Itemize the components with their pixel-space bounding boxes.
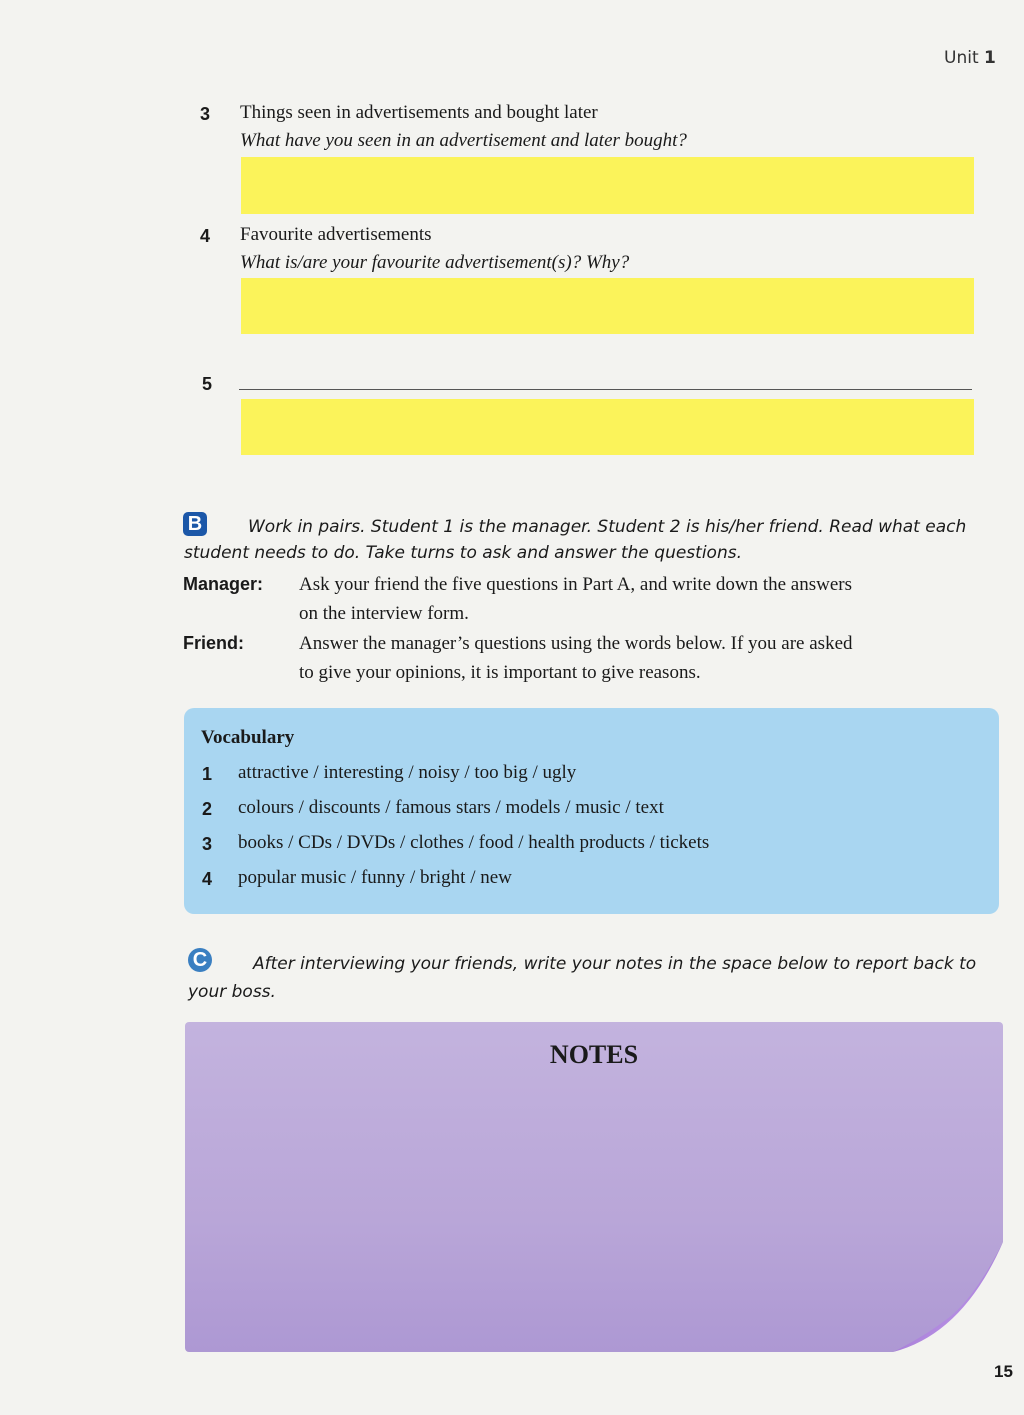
notes-area[interactable]	[185, 1022, 1003, 1352]
question-5-number: 5	[202, 374, 213, 394]
manager-text-line1: Ask your friend the five questions in Part A, and write down the answers	[299, 574, 853, 595]
unit-number: 1	[984, 48, 996, 68]
question-3-subtitle: What have you seen in an advertisement and later bought?	[240, 130, 687, 151]
vocab-item-1-text: attractive / interesting / noisy / too big / ugly	[238, 762, 577, 783]
question-5-line[interactable]	[239, 389, 972, 390]
section-c-instruction-line2: your boss.	[188, 982, 276, 1002]
vocab-item-3-number: 3	[202, 834, 213, 854]
section-b-icon: B	[183, 512, 207, 536]
question-3-number: 3	[200, 104, 211, 124]
page-curl-icon	[853, 1242, 1003, 1352]
vocab-item-3-text: books / CDs / DVDs / clothes / food / health products / tickets	[238, 832, 710, 853]
answer-box-5[interactable]	[241, 399, 974, 455]
question-4-number: 4	[200, 226, 211, 246]
vocab-item-4-number: 4	[202, 869, 213, 889]
answer-box-4[interactable]	[241, 278, 974, 334]
friend-label: Friend:	[183, 633, 244, 653]
question-4-subtitle: What is/are your favourite advertisement(s)? Why?	[240, 252, 630, 273]
vocabulary-title: Vocabulary	[201, 727, 295, 748]
section-c-instruction-line1: After interviewing your friends, write your notes in the space below to report back to	[253, 954, 977, 974]
vocabulary-box	[184, 708, 999, 914]
friend-text-line2: to give your opinions, it is important to give reasons.	[299, 662, 701, 683]
vocab-item-2-text: colours / discounts / famous stars / models / music / text	[238, 797, 664, 818]
section-b-instruction-line2: student needs to do. Take turns to ask and answer the questions.	[184, 543, 742, 563]
answer-box-3[interactable]	[241, 157, 974, 214]
section-b-instruction-line1: Work in pairs. Student 1 is the manager. Student 2 is his/her friend. Read what each	[248, 517, 967, 537]
vocab-item-2-number: 2	[202, 799, 213, 819]
unit-text: Unit	[944, 48, 979, 68]
question-3-title: Things seen in advertisements and bought later	[240, 102, 598, 123]
question-4-title: Favourite advertisements	[240, 224, 432, 245]
notes-title: NOTES	[549, 1040, 639, 1069]
section-c-icon: C	[188, 948, 212, 972]
friend-text-line1: Answer the manager’s questions using the words below. If you are asked	[299, 633, 853, 654]
manager-label: Manager:	[183, 574, 264, 594]
unit-label	[944, 48, 996, 68]
manager-text-line2: on the interview form.	[299, 603, 469, 624]
page-number: 15	[994, 1362, 1013, 1381]
vocab-item-4-text: popular music / funny / bright / new	[238, 867, 512, 888]
vocab-item-1-number: 1	[202, 764, 213, 784]
